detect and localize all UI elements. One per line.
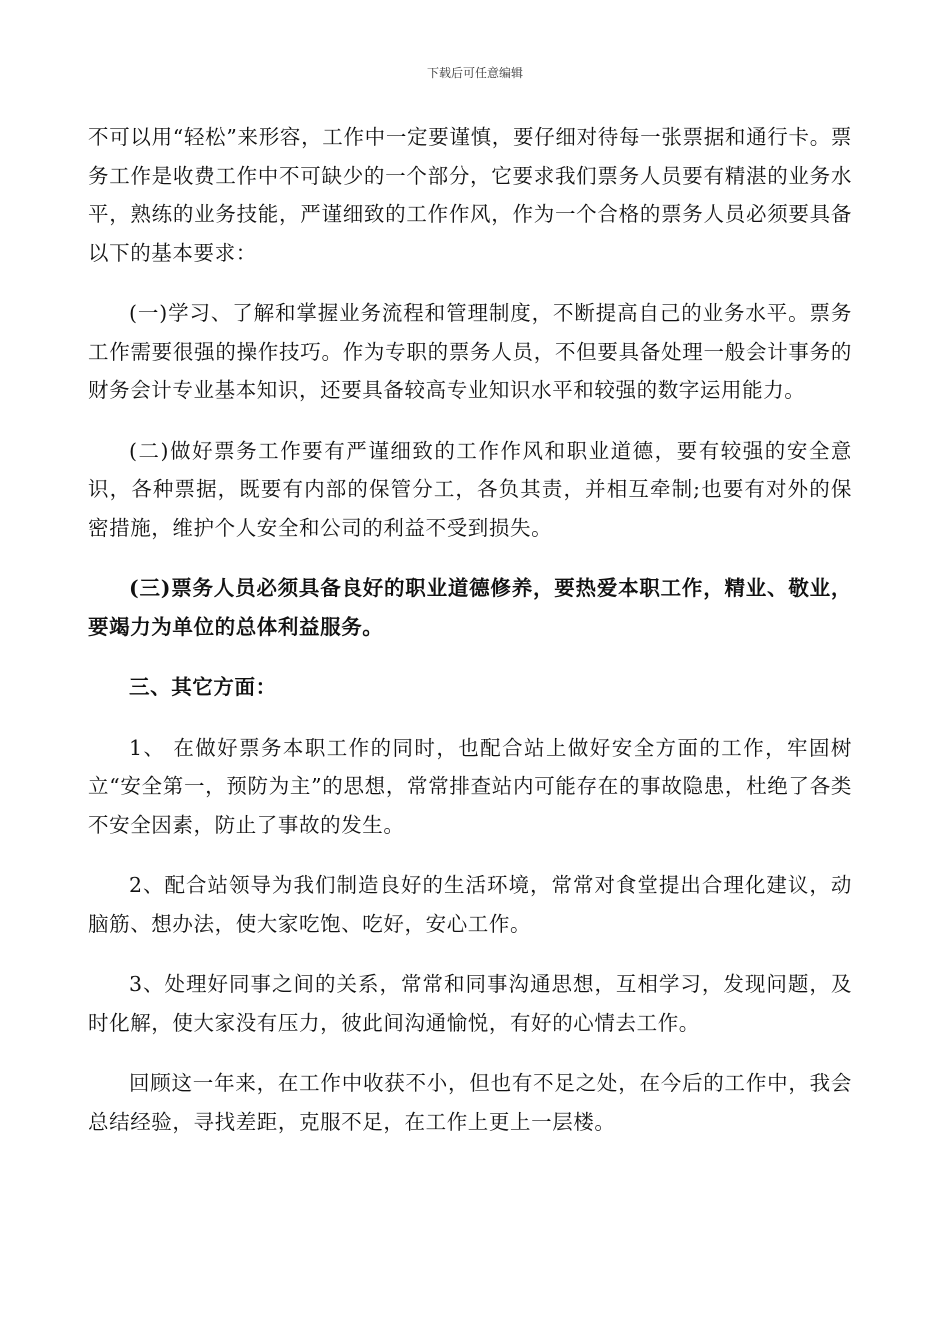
document-body <box>88 118 852 1163</box>
paragraph-intro: 不可以用“轻松”来形容，工作中一定要谨慎，要仔细对待每一张票据和通行卡。票务工作是收费工作中不可缺少的一个部分，它要求我们票务人员要有精湛的业务水平，熟练的业务技能，严谨细致的工作作风，作为一个合格的票务人员必须要具备以下的基本要求： <box>88 125 852 265</box>
paragraph-item-2: (二)做好票务工作要有严谨细致的工作作风和职业道德，要有较强的安全意识，各种票据，既要有内部的保管分工，各负其责，并相互牵制;也要有对外的保密措施，维护个人安全和公司的利益不受到损失。 <box>88 438 852 540</box>
paragraph-conclusion: 回顾这一年来，在工作中收获不小，但也有不足之处，在今后的工作中，我会总结经验，寻找差距，克服不足，在工作上更上一层楼。 <box>88 1071 852 1134</box>
paragraph-item-3: (三)票务人员必须具备良好的职业道德修养，要热爱本职工作，精业、敬业，要竭力为单位的总体利益服务。 <box>88 576 852 639</box>
page-header: 下载后可任意编辑 <box>426 66 523 80</box>
section-heading-other: 三、其它方面： <box>129 675 277 699</box>
paragraph-other-1: 1、 在做好票务本职工作的同时，也配合站上做好安全方面的工作，牢固树立“安全第一，预防为主”的思想，常常排查站内可能存在的事故隐患，杜绝了各类不安全因素，防止了事故的发生。 <box>88 735 852 837</box>
paragraph-item-1: (一)学习、了解和掌握业务流程和管理制度，不断提高自己的业务水平。票务工作需要很强的操作技巧。作为专职的票务人员，不但要具备处理一般会计事务的财务会计专业基本知识，还要具备较高专业知识水平和较强的数字运用能力。 <box>88 301 852 402</box>
paragraph-other-2: 2、配合站领导为我们制造良好的生活环境，常常对食堂提出合理化建议，动脑筋、想办法，使大家吃饱、吃好，安心工作。 <box>88 873 852 936</box>
paragraph-other-3: 3、处理好同事之间的关系，常常和同事沟通思想，互相学习，发现问题，及时化解，使大家没有压力，彼此间沟通愉悦，有好的心情去工作。 <box>88 972 852 1035</box>
